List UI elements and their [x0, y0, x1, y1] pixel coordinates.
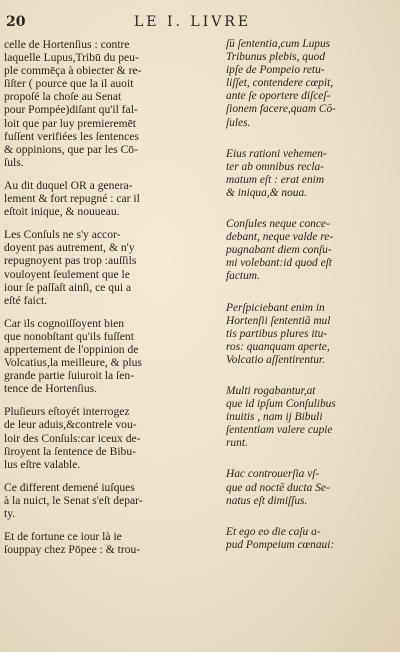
french-paragraph: [4, 481, 222, 520]
french-text-line: Et de fortune ce iour là ie: [4, 530, 122, 544]
latin-text-line: ſionem facere,quam Cō-: [226, 103, 336, 116]
french-paragraph: [4, 228, 222, 307]
french-text-line: eſtoit inique, & nouueau.: [4, 205, 120, 219]
latin-text-line: ſū ſententia,cum Lupus: [226, 38, 331, 50]
french-paragraph: [4, 530, 222, 556]
french-text-line: pour Pompée)diſant qu'il fal-: [4, 103, 138, 117]
french-text-line: doyent pas autrement, & n'y: [4, 241, 135, 255]
latin-text-line: que ad noctē ducta Se-: [226, 481, 330, 494]
french-text-line: propoſé la choſe au Senat: [4, 90, 122, 104]
french-text-line: Les Conſuls ne s'y accor-: [4, 228, 121, 242]
french-text-line: loit que par luy premieremēt: [4, 116, 136, 130]
latin-text-line: Eius rationi vehemen-: [226, 147, 327, 160]
french-text-line: repugnoyent pas trop :auſſils: [4, 254, 137, 268]
paragraph-gap: [226, 508, 396, 526]
latin-text-line: Tribunus plebis, quod: [226, 51, 326, 64]
french-text-line: Car ils cognoiſſoyent bien: [4, 316, 125, 330]
french-text-line: fuſſent verifiées les ſentences: [4, 129, 139, 143]
latin-text-line: ſules.: [226, 116, 251, 129]
running-title: LE I. LIVRE: [134, 14, 252, 30]
latin-text-line: Hortenſii ſententiā mul: [226, 314, 331, 327]
latin-text-line: ros: quanquam aperte,: [226, 340, 330, 353]
latin-text-line: mi volebant:id quod eſt: [226, 257, 332, 270]
french-text-line: Ce different demené iuſques: [4, 480, 135, 494]
latin-text-line: liſſet, contendere cœpit,: [226, 77, 334, 90]
latin-text-line: runt.: [226, 437, 248, 450]
latin-paragraph: [226, 526, 396, 552]
latin-text-line: Multi rogabantur,at: [226, 384, 316, 397]
french-text-line: tence de Hortenſius.: [4, 382, 98, 396]
french-text-line: eſté faict.: [4, 293, 48, 307]
french-text-line: iour ſe paſſaſt ainſi, ce qui a: [4, 280, 132, 294]
latin-text-line: debant, neque valde re-: [226, 231, 334, 244]
french-text-line: appertement de l'oppinion de: [4, 342, 139, 356]
french-paragraph: [4, 179, 222, 218]
french-paragraph: [4, 317, 222, 396]
french-text-line: celle de Hortenſius : contre: [4, 38, 130, 51]
latin-paragraph: [226, 468, 396, 507]
paragraph-gap: [4, 520, 222, 530]
french-paragraph: [4, 405, 222, 470]
paragraph-gap: [4, 169, 222, 179]
french-text-line: ſouppay chez Pōpee : & trou-: [4, 543, 141, 557]
french-paragraph: [4, 38, 222, 169]
latin-text-line: tis partibus plures itu-: [226, 327, 328, 340]
latin-paragraph: [226, 38, 396, 130]
french-text-line: de leur aduis,&contrele vou-: [4, 418, 137, 432]
latin-paragraph: [226, 385, 396, 450]
french-text-line: Pluſieurs eſtoyét interrogez: [4, 405, 130, 419]
french-text-line: grande partie ſuiuroit la ſen-: [4, 369, 135, 383]
paragraph-gap: [226, 130, 396, 148]
latin-paragraph: [226, 148, 396, 200]
latin-text-column: [226, 38, 396, 552]
french-text-line: ty.: [4, 507, 16, 520]
latin-text-line: pud Pompeium cœnaui:: [226, 538, 335, 551]
latin-text-line: matum eſt : erat enim: [226, 173, 325, 186]
paragraph-gap: [226, 367, 396, 385]
french-text-line: Volcatius,la meilleure, & plus: [4, 356, 142, 370]
french-text-line: ſiroyent la ſentence de Bibu-: [4, 444, 136, 458]
paragraph-gap: [4, 218, 222, 228]
french-text-line: ſuls.: [4, 155, 24, 169]
latin-text-line: Perſpiciebant enim in: [226, 301, 325, 314]
latin-paragraph: [226, 302, 396, 367]
latin-text-line: ipſe de Pompeio retu-: [226, 64, 325, 77]
latin-text-line: pugnabant diem conſu-: [226, 244, 332, 257]
latin-text-line: Volcatio aſſentirentur.: [226, 353, 325, 366]
paragraph-gap: [226, 450, 396, 468]
latin-text-line: que id ipſum Conſulibus: [226, 398, 336, 411]
french-text-line: Au dit duquel OR a genera-: [4, 178, 133, 192]
french-text-line: laquelle Lupus,Tribū du peu-: [4, 51, 139, 65]
latin-text-line: natus eſt dimiſſus.: [226, 494, 308, 507]
paragraph-gap: [226, 284, 396, 302]
french-text-line: lus eſtre valable.: [4, 457, 81, 471]
french-text-line: ſiſter ( pource que la il auoit: [4, 77, 134, 91]
latin-text-line: ante ſe oportere diſceſ-: [226, 90, 331, 103]
latin-text-line: Conſules neque conce-: [226, 218, 330, 231]
french-text-line: vouloyent ſeulement que le: [4, 267, 130, 281]
french-text-line: que nonobſtant qu'ils fuſſent: [4, 329, 134, 343]
french-text-line: ple commēça à obiecter & re-: [4, 64, 142, 78]
french-text-line: & oppinions, que par les Cō-: [4, 142, 138, 156]
french-text-line: lement & fort repugné : car il: [4, 192, 140, 206]
paragraph-gap: [4, 307, 222, 317]
page-header: [6, 14, 386, 32]
french-text-line: à la nuict, le Senat s'eſt depar-: [4, 493, 143, 507]
page-number: 20: [6, 14, 26, 30]
latin-text-line: inuitis , nam ij Bibuli: [226, 411, 323, 424]
paragraph-gap: [4, 395, 222, 405]
latin-text-line: Hac controuerſia vſ-: [226, 468, 320, 481]
latin-paragraph: [226, 218, 396, 283]
latin-text-line: ter ab omnibus recla-: [226, 160, 324, 173]
latin-text-line: factum.: [226, 270, 260, 283]
latin-text-line: ſententiam valere cupie: [226, 424, 333, 437]
paragraph-gap: [4, 471, 222, 481]
french-text-line: loir des Conſuls:car iceux de-: [4, 431, 141, 445]
french-text-column: [4, 38, 222, 556]
paragraph-gap: [226, 200, 396, 218]
latin-text-line: Et ego eo die caſu a-: [226, 525, 321, 538]
latin-text-line: & iniqua,& noua.: [226, 186, 308, 199]
